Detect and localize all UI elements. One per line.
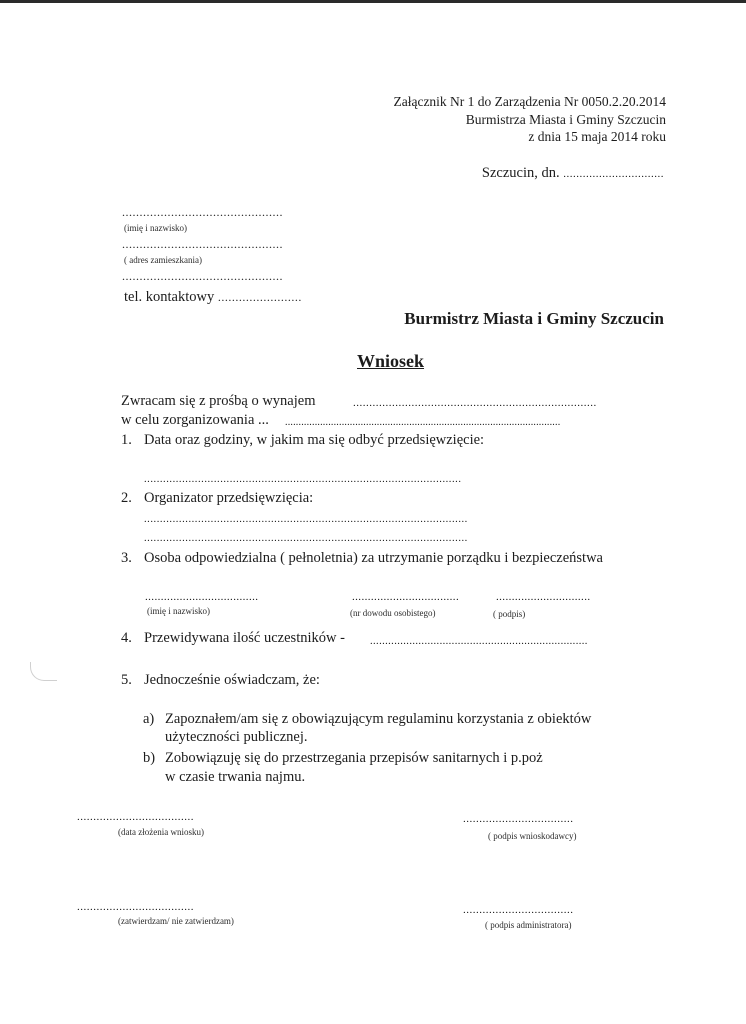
- item-5-text: Jednocześnie oświadczam, że:: [144, 672, 320, 688]
- place-date: [482, 165, 664, 182]
- subitem-a-line-2: użyteczności publicznej.: [165, 729, 308, 745]
- subitem-b-line-1: Zobowiązuję się do przestrzegania przepisów sanitarnych i p.poż: [165, 750, 543, 766]
- item-3-id-caption: (nr dowodu osobistego): [350, 608, 436, 618]
- item-2-text: Organizator przedsięwzięcia:: [144, 490, 314, 506]
- applicant-signature-caption: ( podpis wnioskodawcy): [488, 831, 577, 841]
- item-3-name-dots: ....................................: [145, 591, 259, 603]
- date-dots: ....................................: [77, 811, 194, 823]
- phone-label: tel. kontaktowy: [124, 289, 218, 305]
- item-4-dots: ........................................................................: [370, 636, 588, 647]
- item-4-number: 4.: [121, 630, 132, 646]
- applicant-address-dots-2: ..............................................: [122, 269, 283, 283]
- scan-artifact: [30, 662, 57, 681]
- item-1-dots: ....................................................................................................: [144, 474, 462, 485]
- item-3-text: Osoba odpowiedzialna ( pełnoletnia) za utrzymanie porządku i bezpieczeństwa: [144, 550, 603, 566]
- subitem-b-label: b): [143, 750, 156, 766]
- subitem-a-label: a): [143, 711, 155, 727]
- request-line-2-dots: ......................................................................................................: [285, 417, 561, 428]
- decree-date-line: z dnia 15 maja 2014 roku: [528, 129, 666, 144]
- applicant-name-caption: (imię i nazwisko): [124, 223, 187, 233]
- request-line-1-dots: ...........................................................................: [353, 397, 597, 409]
- applicant-name-dots: ..............................................: [122, 205, 283, 219]
- approval-dots: ....................................: [77, 901, 194, 913]
- item-2-dots-1: ......................................................................................................: [144, 514, 468, 525]
- applicant-address-dots: ..............................................: [122, 237, 283, 251]
- subitem-b-line-2: w czasie trwania najmu.: [165, 769, 306, 785]
- request-line-1-text: Zwracam się z prośbą o wynajem: [121, 393, 316, 409]
- item-3-name-caption: (imię i nazwisko): [147, 606, 210, 616]
- date-caption: (data złożenia wniosku): [118, 827, 204, 837]
- phone-dots: ........................: [217, 290, 302, 304]
- attachment-line: Załącznik Nr 1 do Zarządzenia Nr 0050.2.20.2014: [393, 94, 666, 109]
- addressee: Burmistrz Miasta i Gminy Szczucin: [404, 309, 664, 328]
- item-5-number: 5.: [121, 672, 132, 688]
- admin-signature-caption: ( podpis administratora): [485, 920, 572, 930]
- item-1-number: 1.: [121, 432, 132, 448]
- request-line-2-text: w celu zorganizowania ...: [121, 412, 269, 428]
- subitem-a-line-1: Zapoznałem/am się z obowiązującym regulaminu korzystania z obiektów: [165, 711, 592, 727]
- item-3-sign-dots: ..............................: [496, 591, 591, 603]
- item-2-dots-2: ......................................................................................................: [144, 533, 468, 544]
- applicant-signature-dots: ..................................: [463, 813, 574, 825]
- admin-signature-dots: ..................................: [463, 904, 574, 916]
- item-2-number: 2.: [121, 490, 132, 506]
- applicant-phone: [124, 289, 302, 306]
- issuer-line: Burmistrza Miasta i Gminy Szczucin: [465, 112, 666, 127]
- item-3-sign-caption: ( podpis): [493, 609, 526, 619]
- item-1-text: Data oraz godziny, w jakim ma się odbyć przedsięwzięcie:: [144, 432, 485, 448]
- item-4-text: Przewidywana ilość uczestników -: [144, 630, 345, 646]
- scan-border: [0, 0, 746, 3]
- place-date-dots: ...............................: [563, 168, 664, 180]
- applicant-address-caption: ( adres zamieszkania): [124, 255, 202, 265]
- approval-caption: (zatwierdzam/ nie zatwierdzam): [118, 916, 234, 926]
- item-3-id-dots: ..................................: [352, 591, 460, 603]
- item-3-number: 3.: [121, 550, 132, 566]
- document-title: Wniosek: [357, 351, 425, 371]
- place-date-label: Szczucin, dn.: [481, 165, 564, 181]
